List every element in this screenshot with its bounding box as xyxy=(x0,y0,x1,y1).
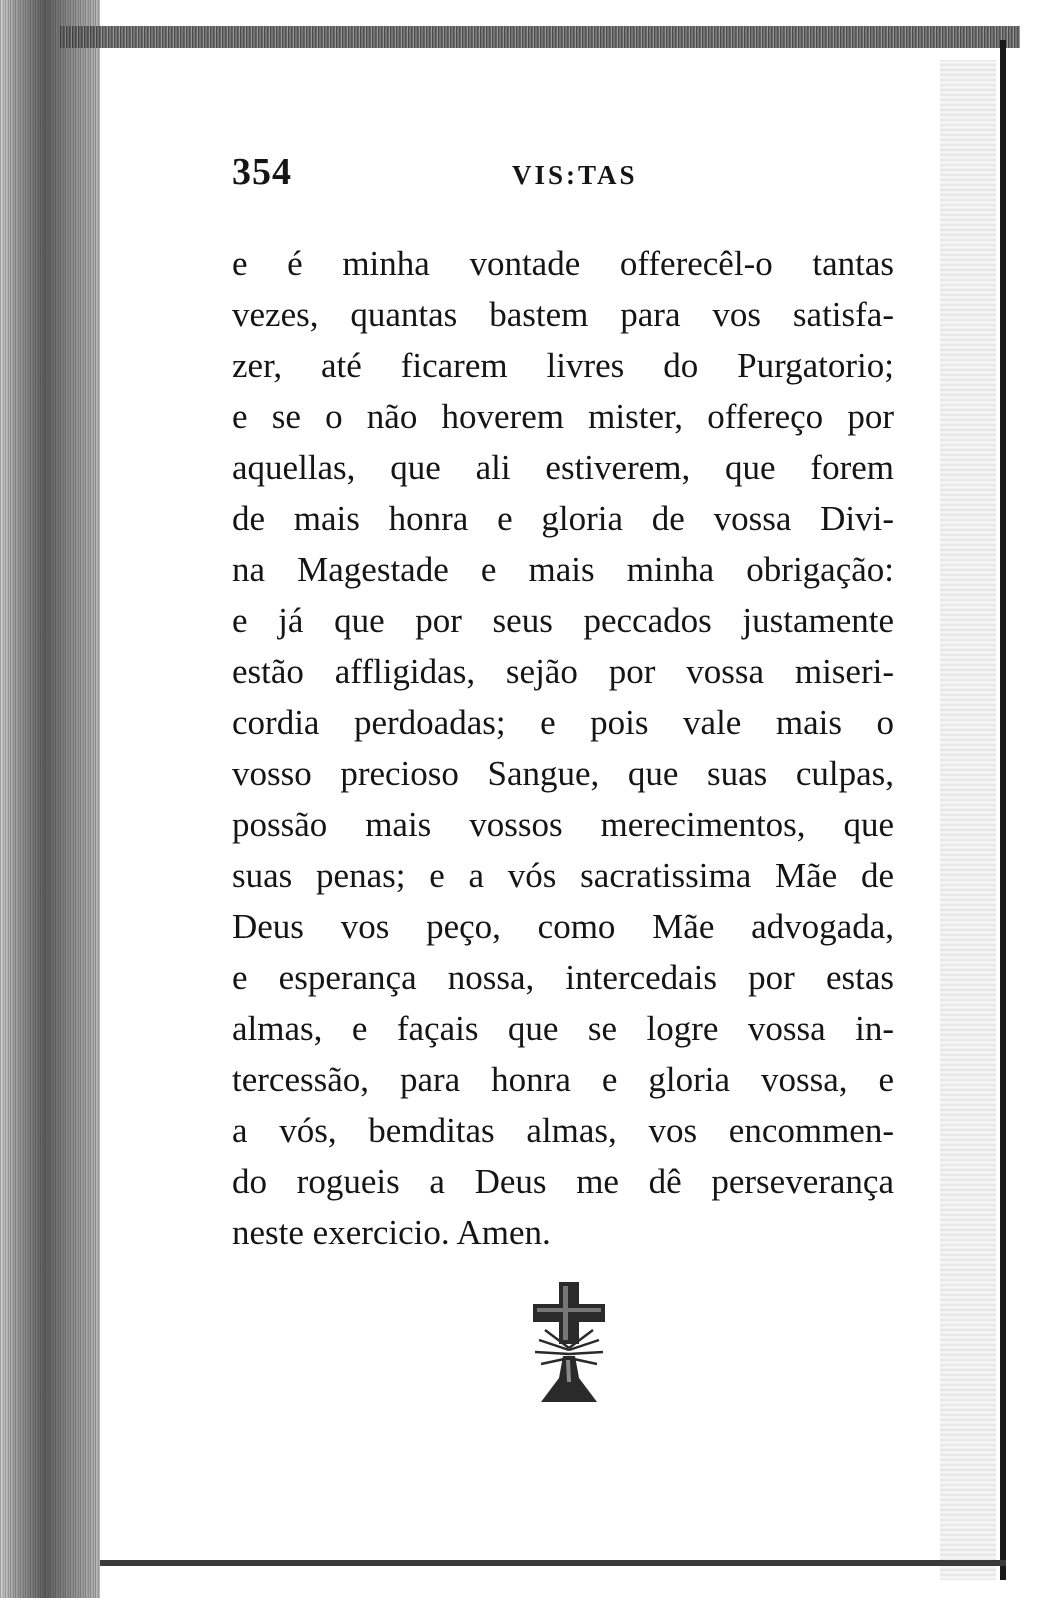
body-text xyxy=(232,238,894,1258)
text-line: vezes, quantas bastem para vos satisfa- xyxy=(232,295,894,334)
page-right-shadow xyxy=(940,60,996,1580)
page-number: 354 xyxy=(232,151,292,193)
running-head: VIS:TAS xyxy=(512,160,638,190)
text-line: almas, e façais que se logre vossa in- xyxy=(232,1009,894,1048)
text-line: aquellas, que ali estiverem, que forem xyxy=(232,448,894,487)
text-line: suas penas; e a vós sacratissima Mãe de xyxy=(232,856,894,895)
text-line: na Magestade e mais minha obrigação: xyxy=(232,550,894,589)
text-line: vosso precioso Sangue, que suas culpas, xyxy=(232,754,894,793)
page-header xyxy=(232,150,892,200)
page-top-edge xyxy=(60,26,1020,48)
text-line: possão mais vossos merecimentos, que xyxy=(232,805,894,844)
text-line: e já que por seus peccados justamente xyxy=(232,601,894,640)
text-line: e se o não hoverem mister, offereço por xyxy=(232,397,894,436)
text-line: tercessão, para honra e gloria vossa, e xyxy=(232,1060,894,1099)
text-line: e esperança nossa, intercedais por estas xyxy=(232,958,894,997)
text-line: Deus vos peço, como Mãe advogada, xyxy=(232,907,894,946)
page-bottom-edge xyxy=(100,1560,1006,1566)
text-line: do rogueis a Deus me dê perseverança xyxy=(232,1162,894,1201)
text-line: cordia perdoadas; e pois vale mais o xyxy=(232,703,894,742)
page-right-edge xyxy=(1000,40,1006,1580)
cross-wheat-sheaf-icon xyxy=(515,1278,625,1408)
text-line: a vós, bemditas almas, vos encommen- xyxy=(232,1111,894,1150)
text-line: e é minha vontade offerecêl-o tantas xyxy=(232,244,894,283)
text-line-final: neste exercicio. Amen. xyxy=(232,1213,551,1252)
text-line: de mais honra e gloria de vossa Divi- xyxy=(232,499,894,538)
text-line: zer, até ficarem livres do Purgatorio; xyxy=(232,346,894,385)
book-spine-shadow xyxy=(0,0,100,1598)
text-line: estão affligidas, sejão por vossa miseri- xyxy=(232,652,894,691)
